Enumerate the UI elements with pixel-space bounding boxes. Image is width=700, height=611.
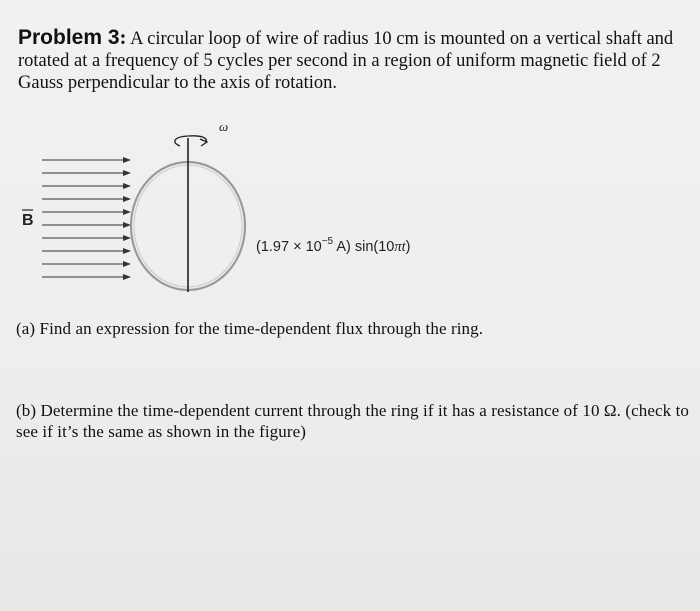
problem-label: Problem 3: [18,25,127,49]
current-label: ($1.97 \times 10^{-5}$ A) sin(10πt) [256,236,411,255]
part-a-question: (a) Find an expression for the time-dependent flux through the ring. [16,319,484,338]
field-label-text: B [22,212,34,229]
magnetic-field-lines [42,160,130,277]
rotation-arrow-icon [175,136,207,146]
problem-text: A circular loop of wire of radius 10 cm is mounted on a vertical shaft and rotated at a frequency of 5 cycles per second in a region of uniform magnetic field of 2 Gauss perpendicular to the axis of rotation. [18,29,674,93]
omega-label: ω [219,119,229,134]
field-label [22,210,34,229]
part-b-question: (b) Determine the time-dependent current through the ring if it has a resistance of 10 Ω. (check to see if it’s the same as shown in the figure) [16,401,690,441]
